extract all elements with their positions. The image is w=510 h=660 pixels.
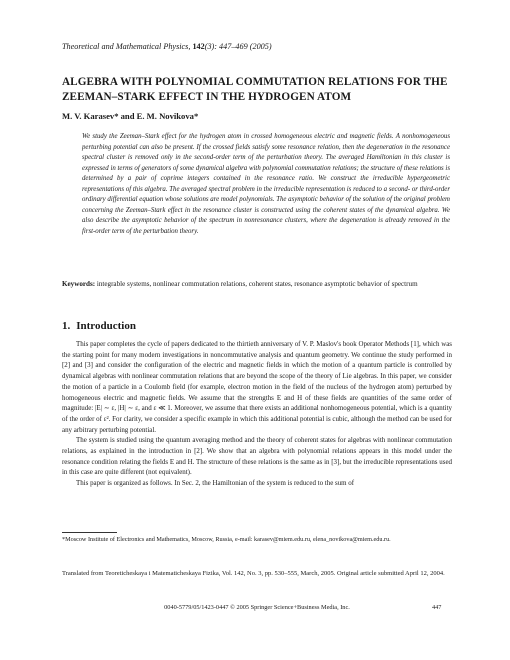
journal-volume: 142: [192, 42, 205, 51]
section-heading: [62, 320, 136, 332]
keywords: [62, 279, 454, 290]
page-number: 447: [432, 604, 442, 611]
authors: M. V. Karasev* and E. M. Novikova*: [62, 111, 199, 121]
journal-citation: [62, 42, 272, 51]
body-text: [62, 339, 452, 489]
footnote: *Moscow Institute of Electronics and Mathematics, Moscow, Russia, e-mail: karasev@miem.edu.ru, elena_novikova@miem.edu.ru.: [62, 536, 391, 543]
section-number: 1.: [62, 320, 71, 332]
keywords-label: Keywords:: [62, 280, 96, 288]
journal-name: Theoretical and Mathematical Physics,: [62, 42, 193, 51]
body-paragraph: This paper is organized as follows. In Sec. 2, the Hamiltonian of the system is reduced to the sum of: [76, 479, 355, 488]
keywords-text: integrable systems, nonlinear commutation relations, coherent states, resonance asymptotic behavior of spectrum: [95, 280, 418, 288]
copyright-line: 0040-5779/05/1423-0447 © 2005 Springer Science+Business Media, Inc.: [164, 604, 350, 611]
translation-note: Translated from Teoreticheskaya i Matematicheskaya Fizika, Vol. 142, No. 3, pp. 530–555, March, 2005. Original article submitted April 12, 2004.: [62, 570, 445, 577]
paper-title: ALGEBRA WITH POLYNOMIAL COMMUTATION RELATIONS FOR THE ZEEMAN–STARK EFFECT IN THE HYDROGEN ATOM: [62, 76, 448, 103]
footnote-rule: [62, 532, 117, 533]
journal-issue-pages: (3): 447–469 (2005): [204, 42, 272, 51]
body-paragraph: This paper completes the cycle of papers dedicated to the thirtieth anniversary of V. P. Maslov's book Operator Methods [1], which was the starting point for many modern investigations in noncommutative analysis and quantum geometry. We continue the study performed in [2] and [3] and consider the configuration of the electric and magnetic fields in which the motion of a quantum particle is controlled by dynamical algebras with nonlinear commutation relations that are beyond the scope of the theory of Lie algebras. In this paper, we consider the motion of a particle in a Coulomb field (for example, electron motion in the field of the nucleus of the hydrogen atom) perturbed by homogeneous electric and magnetic fields. We assume that the strengths E and H of these fields are quantities of the same order of magnitude: |E| ∼ ε, |H| ∼ ε, and ε ≪ 1. Moreover, we assume that there exists an additional nonhomogeneous potential, which is a quantity of the order of ε². For clarity, we consider a specific example in which this additional potential is cubic, although the method can be used for any arbitrary perturbing potential.: [62, 340, 452, 434]
section-title: Introduction: [76, 320, 136, 332]
body-paragraph: The system is studied using the quantum averaging method and the theory of coherent states for algebras with nonlinear commutation relations, as explained in the introduction in [2]. We show that an algebra with polynomial relations appears in this model under the resonance condition relating the fields E and H. The structure of these relations is the same as in [3], but the irreducible representations used in this case are quite different (not equivalent).: [62, 436, 452, 477]
abstract: We study the Zeeman–Stark effect for the hydrogen atom in crossed homogeneous electric and magnetic fields. A nonhomogeneous perturbing potential can also be present. If the crossed fields satisfy some resonance relation, then the degeneration in the resonance spectral cluster is removed only in the second-order term of the perturbation theory. The averaged Hamiltonian in this cluster is expressed in terms of generators of some dynamical algebra with polynomial commutation relations; the structure of these relations is determined by a pair of coprime integers contained in the resonance ratio. We construct the irreducible hypergeometric representations of this algebra. The averaged spectral problem in the irreducible representation is reduced to a second- or third-order ordinary differential equation whose solutions are model polynomials. The asymptotic behavior of the solution of the original problem concerning the Zeeman–Stark effect in the resonance cluster is constructed using the coherent states of the dynamical algebra. We also describe the asymptotic behavior of the spectrum in nonresonance clusters, where the degeneration is already removed in the first-order term of the perturbation theory.: [82, 133, 450, 235]
